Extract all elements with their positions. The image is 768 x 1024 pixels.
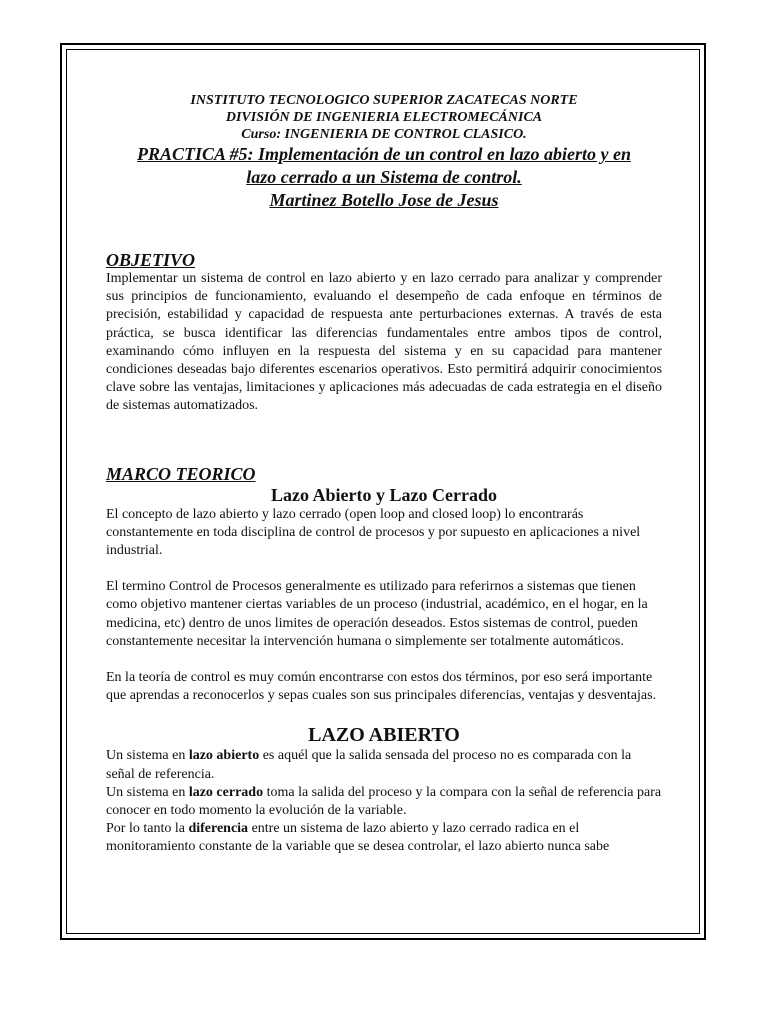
lazo-abierto-sentence-2: Un sistema en lazo cerrado toma la salida del proceso y la compara con la señal de referencia para conocer en todo momento la evolución de la variable. — [106, 784, 662, 819]
practica-title-line2: lazo cerrado a un Sistema de control. — [246, 167, 522, 187]
author-name: Martinez Botello Jose de Jesus — [269, 190, 499, 210]
document-content — [106, 92, 662, 857]
objetivo-paragraph: Implementar un sistema de control en lazo abierto y en lazo cerrado para analizar y comprender sus principios de funcionamiento, evaluando el desempeño de cada enfoque en términos de precisión, estabilidad y capacidad de respuesta ante perturbaciones externas. A través de esta práctica, se busca identificar las diferencias fundamentales entre ambos tipos de control, examinando cómo influyen en la respuesta del sistema y en su capacidad para mantener condiciones deseadas bajo diferentes escenarios operativos. Esto permitirá adquirir conocimientos clave sobre las ventajas, limitaciones y aplicaciones más adecuadas de cada estrategia en el diseño de sistemas automatizados. — [106, 271, 662, 414]
lazo-abierto-heading: LAZO ABIERTO — [308, 724, 460, 747]
marco-subheading: Lazo Abierto y Lazo Cerrado — [271, 484, 497, 505]
objetivo-heading: OBJETIVO — [106, 250, 196, 270]
marco-paragraph-2: El termino Control de Procesos generalmente es utilizado para referirnos a sistemas que tienen como objetivo mantener ciertas variables de un proceso (industrial, académico, en el hogar, en la medicina, etc) dentro de unos limites de operación deseados. Estos sistemas de control, pueden constantemente necesitar la intervención humana o simplemente ser totalmente automáticos. — [106, 579, 648, 649]
marco-paragraph-3: En la teoría de control es muy común encontrarse con estos dos términos, por eso será importante que aprendas a reconocerlos y sepas cuales son sus principales diferencias, ventajas y desventajas. — [106, 670, 657, 704]
practica-title-line1: PRACTICA #5: Implementación de un control en lazo abierto y en — [136, 144, 632, 164]
institute-name: INSTITUTO TECNOLOGICO SUPERIOR ZACATECAS NORTE — [190, 93, 578, 108]
lazo-abierto-sentence-3: Por lo tanto la diferencia entre un sistema de lazo abierto y lazo cerrado radica en el monitoramiento constante de la variable que se desea controlar, el lazo abierto nunca sabe — [106, 821, 610, 855]
course-name: Curso: INGENIERIA DE CONTROL CLASICO. — [241, 127, 527, 142]
lazo-abierto-sentence-1: Un sistema en lazo abierto es aquél que la salida sensada del proceso no es comparada con la señal de referencia. — [106, 748, 632, 782]
marco-teorico-heading: MARCO TEORICO — [106, 463, 256, 484]
division-name: DIVISIÓN DE INGENIERIA ELECTROMECÁNICA — [225, 110, 543, 125]
marco-paragraph-1: El concepto de lazo abierto y lazo cerrado (open loop and closed loop) lo encontrarás constantemente en toda disciplina de control de procesos y por supuesto en aplicaciones a nivel industrial. — [106, 506, 641, 559]
